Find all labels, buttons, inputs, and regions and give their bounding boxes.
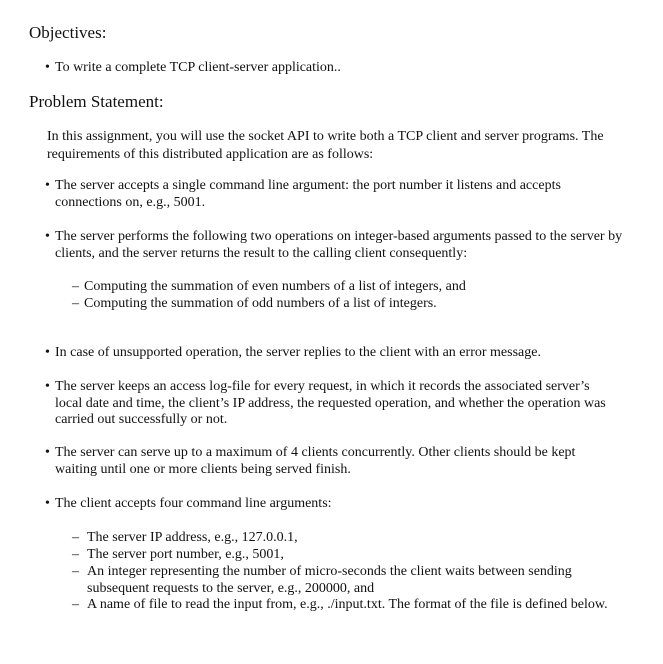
- client-arg-text: The server port number, e.g., 5001,: [87, 547, 284, 562]
- intro-line-2: requirements of this distributed application are as follows:: [47, 147, 374, 162]
- bullet-mark: •: [45, 379, 50, 394]
- bullet-mark: •: [45, 445, 50, 460]
- operation-item: [72, 295, 644, 312]
- dash-mark: –: [72, 279, 79, 294]
- problem-statement-heading: Problem Statement:: [29, 92, 164, 111]
- objectives-heading: Objectives:: [29, 23, 107, 42]
- objective-item: [45, 60, 655, 77]
- client-arg-text: A name of file to read the input from, e.g., ./input.txt. The format of the file is defined below.: [87, 597, 608, 612]
- bullet-mark: •: [45, 60, 50, 75]
- requirement-text: In case of unsupported operation, the server replies to the client with an error message.: [55, 345, 541, 360]
- intro-line-1: In this assignment, you will use the socket API to write both a TCP client and server programs. The: [47, 129, 604, 144]
- objective-text: To write a complete TCP client-server application..: [55, 60, 341, 75]
- dash-mark: –: [72, 296, 79, 311]
- operation-item: [72, 278, 644, 295]
- requirement-item: [45, 379, 615, 429]
- dash-mark: –: [72, 564, 79, 579]
- client-arg-text: An integer representing the number of micro-seconds the client waits between sending subsequent requests to the server, e.g., 200000, and: [87, 564, 572, 596]
- bullet-mark: •: [45, 345, 50, 360]
- client-arg-item: [72, 546, 647, 563]
- requirement-item: [45, 345, 655, 362]
- client-arg-item: [72, 529, 647, 546]
- requirement-item: [45, 445, 610, 478]
- requirement-item: [45, 178, 590, 211]
- requirement-text: The server keeps an access log-file for every request, in which it records the associated server’s local date and time, the client’s IP address, the requested operation, and whether the operation was carried out successfully or not.: [55, 379, 606, 427]
- client-arg-item: [72, 563, 607, 597]
- bullet-mark: •: [45, 178, 50, 193]
- requirement-text: The server can serve up to a maximum of 4 clients concurrently. Other clients should be kept waiting until one or more clients being served finish.: [55, 445, 576, 477]
- requirement-item: [45, 496, 655, 513]
- requirement-item: [45, 229, 635, 262]
- requirement-text: The server accepts a single command line argument: the port number it listens and accepts connections on, e.g., 5001.: [55, 178, 561, 210]
- requirement-text: The server performs the following two operations on integer-based arguments passed to the server by clients, and the server returns the result to the calling client consequently:: [55, 229, 623, 261]
- operation-text: Computing the summation of even numbers of a list of integers, and: [84, 279, 466, 294]
- dash-mark: –: [72, 530, 79, 545]
- dash-mark: –: [72, 597, 79, 612]
- requirement-text: The client accepts four command line arguments:: [55, 496, 332, 511]
- operation-text: Computing the summation of odd numbers of a list of integers.: [84, 296, 437, 311]
- dash-mark: –: [72, 547, 79, 562]
- client-arg-text: The server IP address, e.g., 127.0.0.1,: [87, 530, 298, 545]
- bullet-mark: •: [45, 496, 50, 511]
- bullet-mark: •: [45, 229, 50, 244]
- client-arg-item: [72, 596, 647, 613]
